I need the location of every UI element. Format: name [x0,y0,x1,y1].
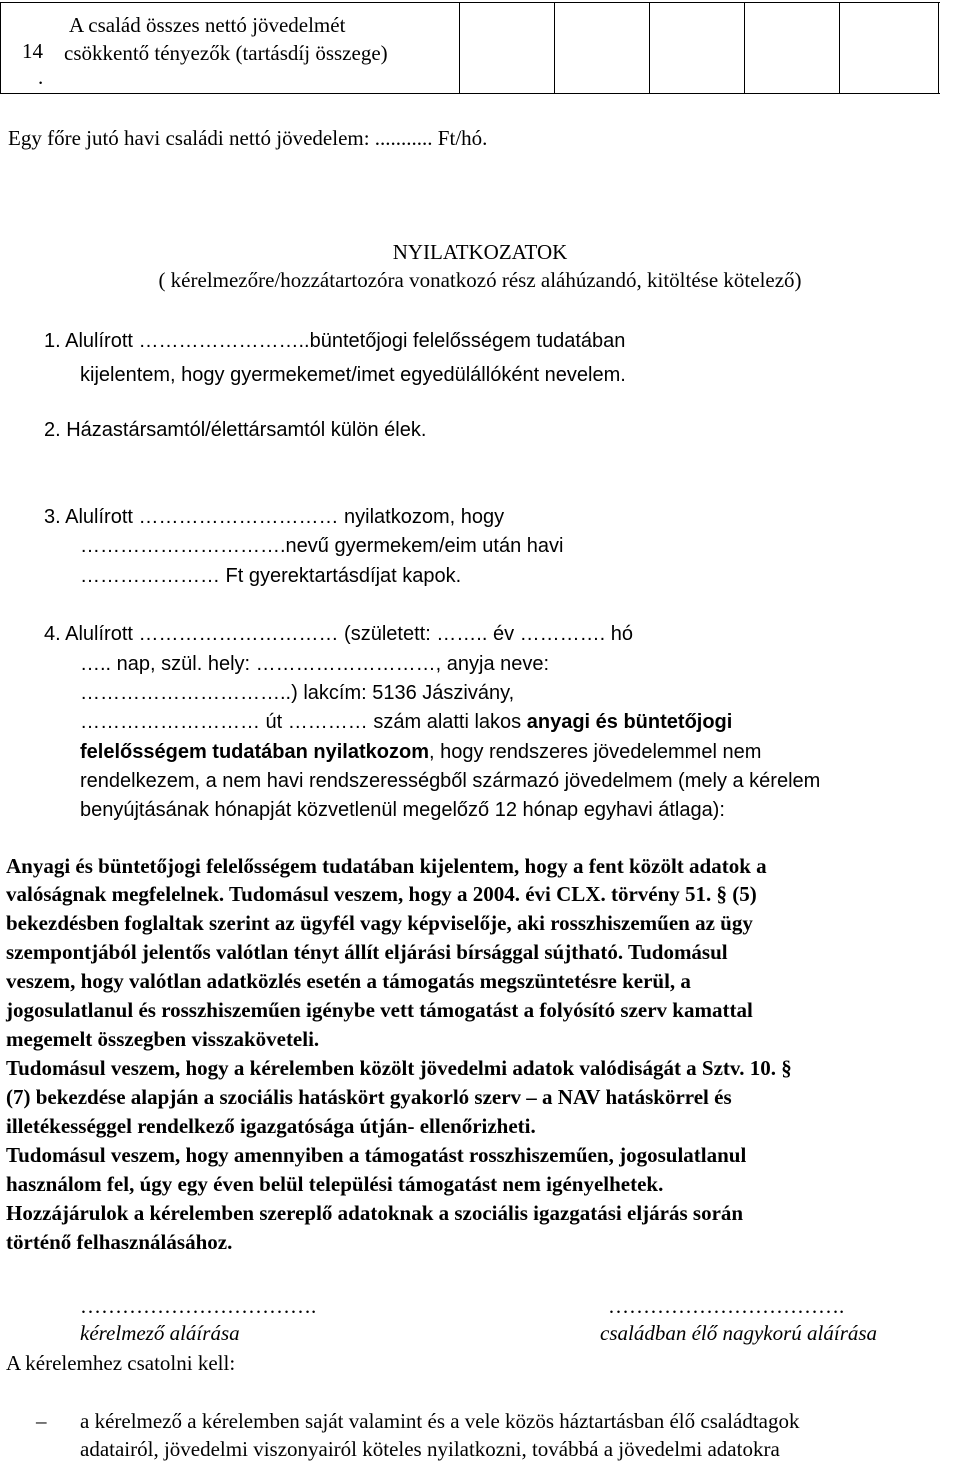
attachments-line: a kérelmező a kérelemben saját valamint és a vele közös háztartásban élő családtagok [80,1409,800,1433]
signature-label-applicant: kérelmező aláírása [80,1321,240,1345]
table-border-left [0,3,1,93]
liability-line: bekezdésben foglaltak szerint az ügyfél vagy képviselője, aki rosszhiszeműen az ügy [6,911,753,935]
declaration-4-line7: benyújtásának hónapját közvetlenül megelőző 12 hónap egyhavi átlaga): [80,799,725,821]
table-cell-divider [649,3,650,93]
table-cell-divider [839,3,840,93]
declarations-subtitle: ( kérelmezőre/hozzátartozóra vonatkozó rész aláhúzandó, kitöltése kötelező) [158,268,802,292]
table-cell-divider [744,3,745,93]
per-capita-income: Egy főre jutó havi családi nettó jövedelem: ........... Ft/hó. [8,126,488,150]
declaration-4-line6: rendelkezem, a nem havi rendszerességből származó jövedelmem (mely a kérelem [80,770,821,792]
declaration-1-line2: kijelentem, hogy gyermekemet/imet egyedülállóként nevelem. [80,364,626,386]
declaration-4-line5 [80,739,761,765]
table-border-right [938,3,939,93]
declaration-1-line1: 1. Alulírott ……………………..büntetőjogi felelősségem tudatában [44,330,626,352]
liability-line: jogosulatlanul és rosszhiszeműen igénybe vett támogatást a folyósító szerv kamattal [6,998,753,1022]
liability-line: történő felhasználásához. [6,1230,233,1254]
row-description-line2: csökkentő tényezők (tartásdíj összege) [64,41,388,65]
declaration-3-line2: ………………………….nevű gyermekem/eim után havi [80,535,564,557]
declaration-4-line2: ….. nap, szül. hely: ………………………, anyja neve: [80,653,550,675]
table-cell-divider [459,3,460,93]
row-description [64,11,388,67]
declaration-2: 2. Házastársamtól/élettársamtól külön élek. [44,419,427,441]
row-number: 14 [22,39,43,63]
liability-line: használom fel, úgy egy éven belül települési támogatást nem igényelhetek. [6,1172,664,1196]
table-cell-divider [554,3,555,93]
row-description-line1: A család összes nettó jövedelmét [69,13,346,37]
declarations-title: NYILATKOZATOK [392,240,568,264]
liability-line: Hozzájárulok a kérelemben szereplő adatoknak a szociális igazgatási eljárás során [6,1201,744,1225]
liability-line: megemelt összegben visszaköveteli. [6,1027,320,1051]
liability-line: (7) bekezdése alapján a szociális hatáskört gyakorló szerv – a NAV hatáskörrel és [6,1085,732,1109]
attachments-bullet: – [36,1409,47,1433]
attachments-line: adatairól, jövedelmi viszonyairól köteles nyilatkozni, továbbá a jövedelmi adatokra [80,1437,780,1461]
liability-line: illetékességgel rendelkező igazgatósága útján- ellenőrizheti. [6,1114,536,1138]
declaration-4-line4 [80,709,732,735]
liability-line: veszem, hogy valótlan adatközlés esetén a támogatás megszüntetésre kerül, a [6,969,691,993]
signature-line-adult: ……………………………. [608,1294,845,1318]
declaration-3-line3: ………………… Ft gyerektartásdíjat kapok. [80,565,462,587]
liability-line: valóságnak megfelelnek. Tudomásul veszem, hogy a 2004. évi CLX. törvény 51. § (5) [6,882,757,906]
income-table-row [0,2,940,94]
declaration-4-line3: …………………………..) lakcím: 5136 Jászivány, [80,682,515,704]
signature-line-applicant: ……………………………. [80,1294,317,1318]
attachments-heading: A kérelemhez csatolni kell: [6,1351,236,1375]
liability-line: szempontjából jelentős valótlan tényt állít eljárási bírsággal sújtható. Tudomásul [6,940,728,964]
declaration-4-line4-text: ……………………… út ………… szám alatti lakos [80,711,527,733]
signature-label-adult: családban élő nagykorú aláírása [600,1321,878,1345]
liability-line: Tudomásul veszem, hogy amennyiben a támogatást rosszhiszeműen, jogosulatlanul [6,1143,747,1167]
declaration-3-line1: 3. Alulírott ………………………… nyilatkozom, hogy [44,506,505,528]
declaration-4-line5-text: , hogy rendszeres jövedelemmel nem [428,741,762,763]
declaration-4-line4-bold: anyagi és büntetőjogi [526,711,733,733]
liability-line: Tudomásul veszem, hogy a kérelemben közölt jövedelmi adatok valódiságát a Sztv. 10. § [6,1056,792,1080]
row-number-dot: . [38,65,44,89]
declaration-4-line1: 4. Alulírott ………………………… (született: …….. év …………. hó [44,623,634,645]
declaration-4-line5-bold: felelősségem tudatában nyilatkozom [80,741,429,763]
liability-line: Anyagi és büntetőjogi felelősségem tudatában kijelentem, hogy a fent közölt adatok a [6,854,767,878]
